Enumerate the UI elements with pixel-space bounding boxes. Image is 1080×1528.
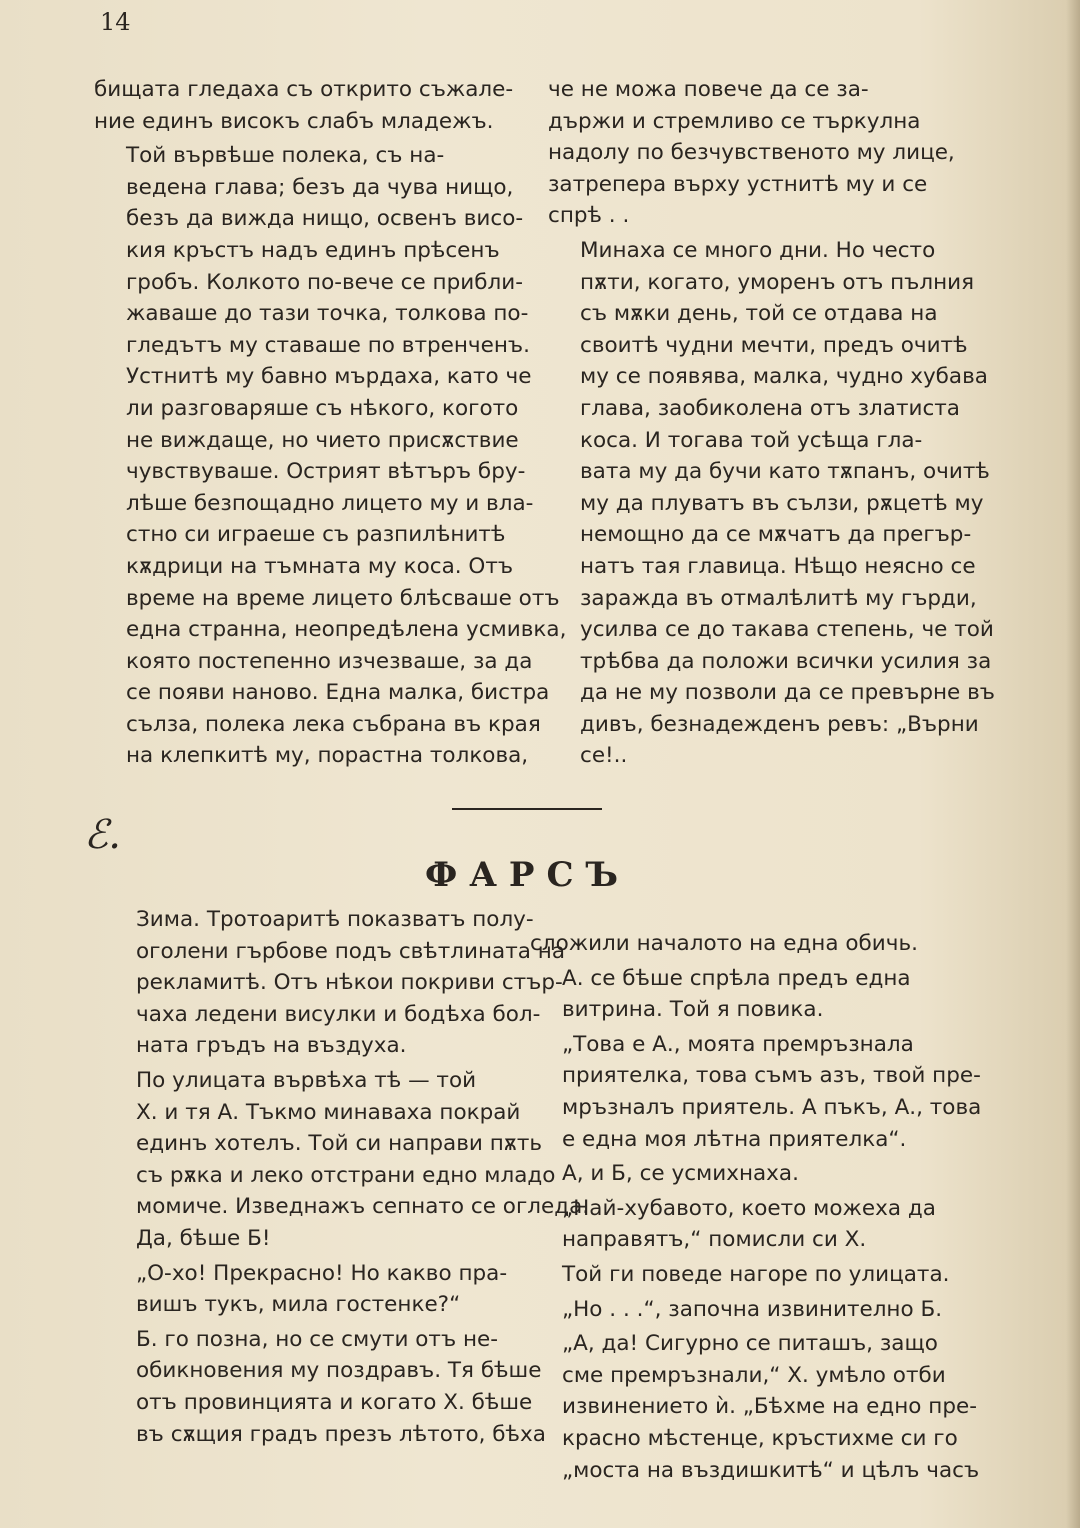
text-line: една странна, неопредѣлена усмивка, [126, 617, 567, 643]
text-line: приятелка, това съмъ азъ, твой пре- [562, 1063, 981, 1089]
text-line: стно си играеше съ разпилѣнитѣ [126, 522, 506, 548]
text-line: По улицата вървѣха тѣ — той [136, 1067, 477, 1093]
story2-right-column [530, 928, 982, 1486]
text-line: Да, бѣше Б! [136, 1225, 271, 1251]
text-line: пѫти, когато, уморенъ отъ пълния [580, 269, 975, 295]
text-line: кия кръстъ надъ единъ прѣсенъ [126, 237, 500, 263]
text-line: усилва се до такава степень, че той [580, 617, 994, 643]
text-line: сълза, полека лека събрана въ края [126, 711, 541, 737]
text-line: сложили началото на една обичь. [530, 931, 918, 956]
text-line: време на време лицето блѣсваше отъ [126, 585, 560, 611]
paragraph [94, 74, 516, 137]
text-line: гробъ. Колкото по-вече се прибли- [126, 269, 523, 295]
paragraph [94, 140, 567, 772]
text-line: лѣше безпощадно лицето му и вла- [126, 490, 534, 516]
story1-right-column [548, 74, 995, 772]
text-line: на клепкитѣ му, порастна толкова, [126, 743, 529, 769]
page-number: 14 [100, 8, 131, 36]
text-line: Минаха се много дни. Но често [580, 237, 936, 263]
text-line: трѣбва да положи всички усилия за [580, 648, 992, 674]
text-line: своитѣ чудни мечти, предъ очитѣ [580, 332, 968, 358]
text-line: глава, заобиколена отъ златиста [580, 395, 960, 421]
paragraph [548, 74, 984, 232]
text-line: гледътъ му ставаше по втренченъ. [126, 332, 530, 358]
text-line: „Най-хубавото, което можеха да [562, 1195, 936, 1221]
paragraph [530, 1328, 980, 1486]
text-line: „моста на въздишкитѣ“ и цѣлъ часъ [562, 1457, 980, 1483]
text-line: ведена глава; безъ да чува нищо, [126, 174, 514, 200]
text-line: жаваше до тази точка, толкова по- [126, 301, 529, 327]
text-line: витрина. Той я повика. [562, 997, 824, 1023]
text-line: коса. И тогава той усѣща гла- [580, 427, 923, 453]
paragraph [530, 928, 970, 960]
text-line: му да плуватъ въ сълзи, рѫцетѣ му [580, 490, 984, 516]
text-line: съ мѫки день, той се отдава на [580, 301, 938, 327]
text-line: е една моя лѣтна приятелка“. [562, 1126, 907, 1152]
text-line: А, и Б, се усмихнаха. [562, 1161, 799, 1187]
text-line: Той вървѣше полека, съ на- [126, 143, 445, 169]
text-line: красно мѣстенце, кръстихме си го [562, 1425, 958, 1451]
paragraph [530, 1193, 970, 1256]
paragraph [104, 1258, 506, 1321]
text-line: ли разговаряше съ нѣкого, когото [126, 395, 519, 421]
text-line: единъ хотелъ. Той си направи пѫть [136, 1131, 543, 1157]
paragraph [104, 904, 565, 1062]
text-line: затрепера върху устнитѣ му и се [548, 171, 928, 197]
text-line: сме премръзнали,“ Х. умѣло отби [562, 1362, 946, 1388]
text-line: че не можа повече да се за- [548, 77, 869, 102]
text-line: мръзналъ приятель. А пъкъ, А., това [562, 1094, 982, 1120]
text-line: надолу по безчувственото му лице, [548, 140, 955, 166]
text-line: обикновения му поздравъ. Тя бѣше [136, 1358, 542, 1384]
story1-left-column [94, 74, 567, 772]
paragraph [530, 963, 970, 1026]
text-line: оголени гърбове подъ свѣтлината на [136, 938, 565, 964]
text-line: чувствуваше. Острият вѣтъръ бру- [126, 459, 526, 485]
text-line: натъ тая главица. Нѣщо неясно се [580, 553, 976, 579]
text-line: „Това е А., моята премръзнала [562, 1031, 914, 1057]
text-line: спрѣ . . [548, 203, 630, 229]
text-line: рекламитѣ. Отъ нѣкои покриви стър- [136, 970, 563, 996]
paragraph [530, 1294, 970, 1326]
text-line: дивъ, безнадежденъ ревъ: „Върни [580, 711, 979, 737]
text-line: която постепенно изчезваше, за да [126, 648, 533, 674]
text-line: безъ да вижда нищо, освенъ висо- [126, 206, 524, 232]
text-line: държи и стремливо се търкулна [548, 108, 921, 134]
text-line: Той ги поведе нагоре по улицата. [562, 1261, 950, 1287]
text-line: ние единъ високъ слабъ младежъ. [94, 108, 494, 134]
text-line: се появи наново. Една малка, бистра [126, 680, 550, 706]
text-line: заражда въ отмалѣлитѣ му гърди, [580, 585, 977, 611]
text-line: да не му позволи да се превърне въ [580, 680, 995, 706]
text-line: вишъ тукъ, мила гостенке?“ [136, 1292, 461, 1318]
text-line: Устнитѣ му бавно мърдаха, като че [126, 364, 532, 390]
paragraph [548, 235, 995, 772]
story2-left-column [104, 904, 590, 1450]
paragraph [530, 1029, 982, 1155]
text-line: Х. и тя А. Тъкмо минаваха покрай [136, 1099, 521, 1125]
text-line: се!.. [580, 743, 628, 769]
section-divider [452, 808, 602, 810]
text-line: направятъ,“ помисли си Х. [562, 1227, 867, 1253]
text-line: не виждаще, но чието присѫствие [126, 427, 519, 453]
text-line: отъ провинцията и когато Х. бѣше [136, 1389, 533, 1415]
text-line: въ сѫщия градъ презъ лѣтото, бѣха [136, 1421, 546, 1447]
paragraph [530, 1259, 970, 1291]
page-spine-shadow [1066, 0, 1080, 1528]
text-line: „А, да! Сигурно се питашъ, защо [562, 1331, 938, 1357]
text-line: кѫдрици на тъмната му коса. Отъ [126, 553, 514, 579]
text-line: А. се бѣше спрѣла предъ една [562, 965, 911, 991]
text-line: Б. го позна, но се смути отъ не- [136, 1326, 499, 1352]
text-line: „Но . . .“, започна извинително Б. [562, 1296, 943, 1322]
paragraph [104, 1065, 590, 1255]
paragraph [104, 1324, 546, 1450]
text-line: немощно да се мѫчатъ да прегър- [580, 522, 972, 548]
text-line: съ рѫка и леко отстрани едно младо [136, 1162, 556, 1188]
text-line: Зима. Тротоаритѣ показватъ полу- [136, 907, 534, 932]
handwritten-mark: ℰ. [84, 812, 121, 858]
text-line: му се появява, малка, чудно хубава [580, 364, 988, 390]
text-line: вата му да бучи като тѫпанъ, очитѣ [580, 459, 990, 485]
text-line: ната гръдъ на въздуха. [136, 1033, 407, 1059]
text-line: извинението ѝ. „Бѣхме на едно пре- [562, 1394, 977, 1420]
story-title: ФАРСЪ [424, 855, 631, 895]
text-line: „О-хо! Прекрасно! Но какво пра- [136, 1260, 508, 1286]
paragraph [530, 1158, 970, 1190]
text-line: бищата гледаха съ открито съжале- [94, 77, 514, 102]
text-line: чаха ледени висулки и бодѣха бол- [136, 1001, 541, 1027]
text-line: момиче. Изведнажъ сепнато се огледа. [136, 1194, 590, 1220]
